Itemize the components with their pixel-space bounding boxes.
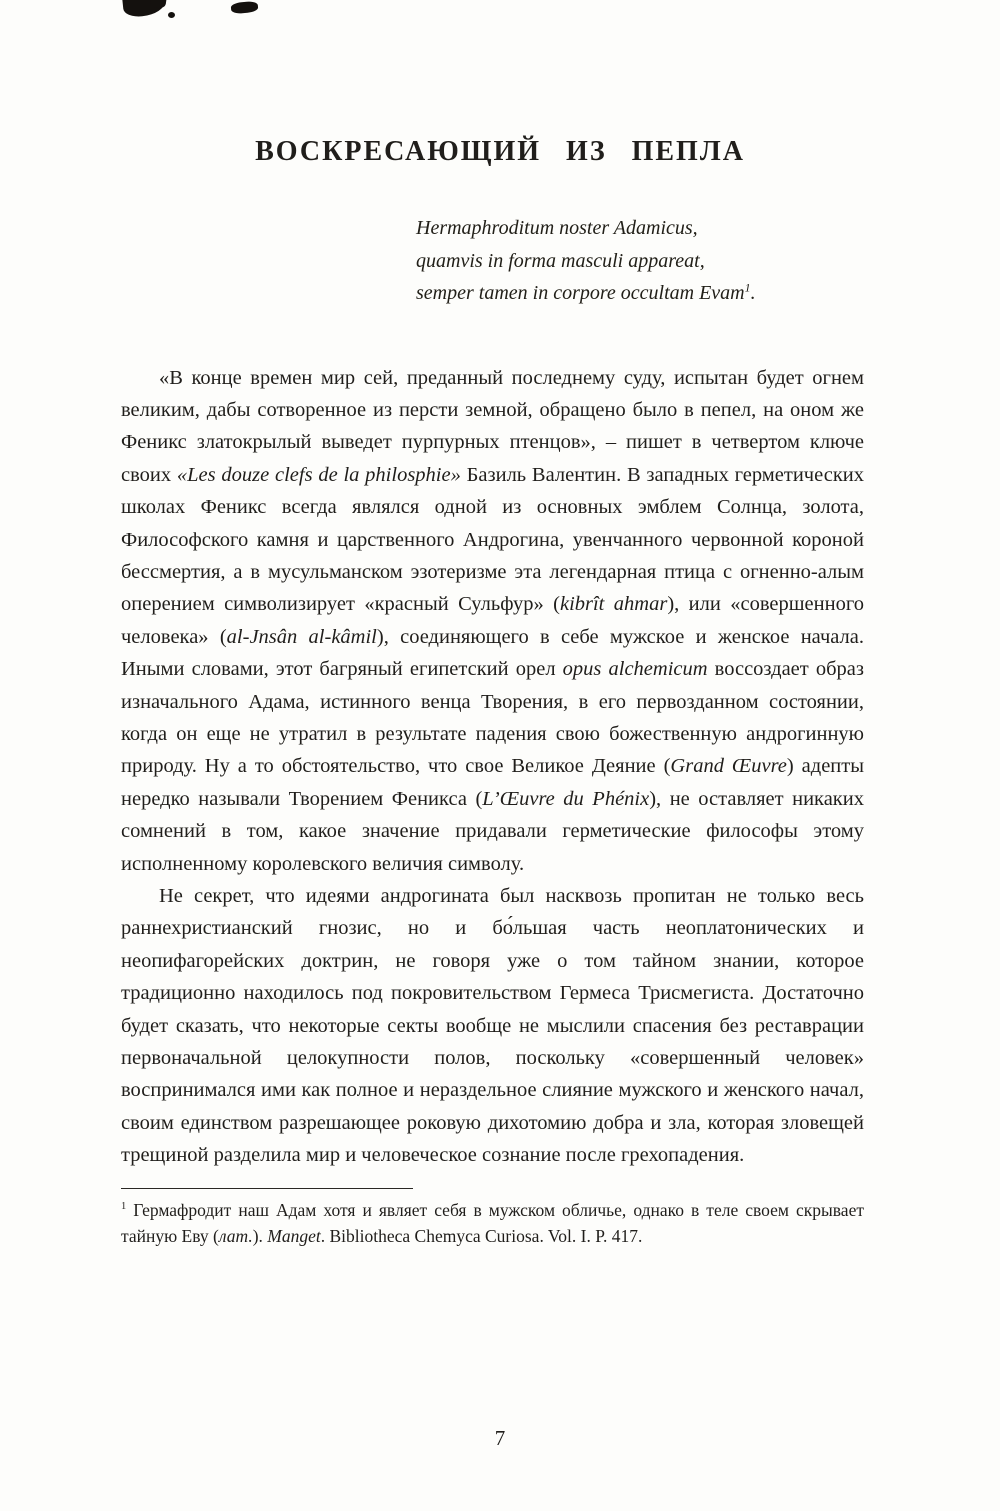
page-number: 7 xyxy=(494,1426,506,1450)
chapter-title: ВОСКРЕСАЮЩИЙ ИЗ ПЕПЛА xyxy=(255,136,745,167)
paragraph: Не секрет, что идеями андрогината был насквозь пропитан не только весь раннехристианский гнозис, но и бо́льшая часть неоплатонических и неопифагорейских доктрин, не говоря уже о том тайном знании, которое традиционно находилось под покровительством Гермеса Трисмегиста. Достаточно будет сказать, что некоторые секты вообще не мыслили спасения без реставрации первоначальной целокупности полов, поскольку «совершенный человек» воспринимался ими как полное и нераздельное слияние мужского и женского начал, своим единством разрешающее роковую дихотомию добра и зла, которая зловещей трещиной разделила мир и человеческое сознание после грехопадения. xyxy=(121,885,864,1167)
paragraph: «В конце времен мир сей, преданный последнему суду, испытан будет огнем великим, дабы сотворенное из персти земной, обращено было в пепел, на оном же Феникс златокрылый выведет пурпурных птенцов», – пишет в четвертом ключе своих «Les douze clefs de la philosphie» Базиль Валентин. В западных герметических школах Феникс всегда являлся одной из основных эмблем Солнца, золота, Философского камня и царственного Андрогина, увенчанного червонной короной бессмертия, а в мусульманском эзотеризме эта легендарная птица с огненно-алым оперением символизирует «красный Сульфур» (kibrît ahmar), или «совершенного человека» (al-Jnsân al-kâmil), соединяющего в себе мужское и женское начала. Иными словами, этот багряный египетский орел opus alchemicum воссоздает образ изначального Адама, истинного венца Творения, в его первозданном состоянии, когда он еще не утратил в результате падения свою божественную андрогинную природу. Ну а то обстоятельство, что свое Великое Деяние (Grand Œuvre) адепты нередко называли Творением Феникса (L’Œuvre du Phénix), не оставляет никаких сомнений в том, какое значение придавали герметические философы этому исполненному королевского величия символу. xyxy=(121,366,865,875)
footnote: $^1$ Гермафродит наш Адам хотя и являет себя в мужском обличье, однако в теле своем скрывает тайную Еву (лат.). Manget. Bibliotheca Chemyca Curiosa. Vol. I. P. 417. xyxy=(121,1199,864,1247)
body-text xyxy=(121,362,864,1172)
footnote-divider xyxy=(121,1188,413,1189)
scan-artifact xyxy=(168,12,175,18)
epigraph-line: semper tamen in corpore occultam Evam$^1$. xyxy=(416,280,756,304)
epigraph-line: Hermaphroditum noster Adamicus, xyxy=(416,217,698,239)
epigraph-line: quamvis in forma masculi appareat, xyxy=(416,249,705,272)
epigraph xyxy=(416,212,1000,310)
